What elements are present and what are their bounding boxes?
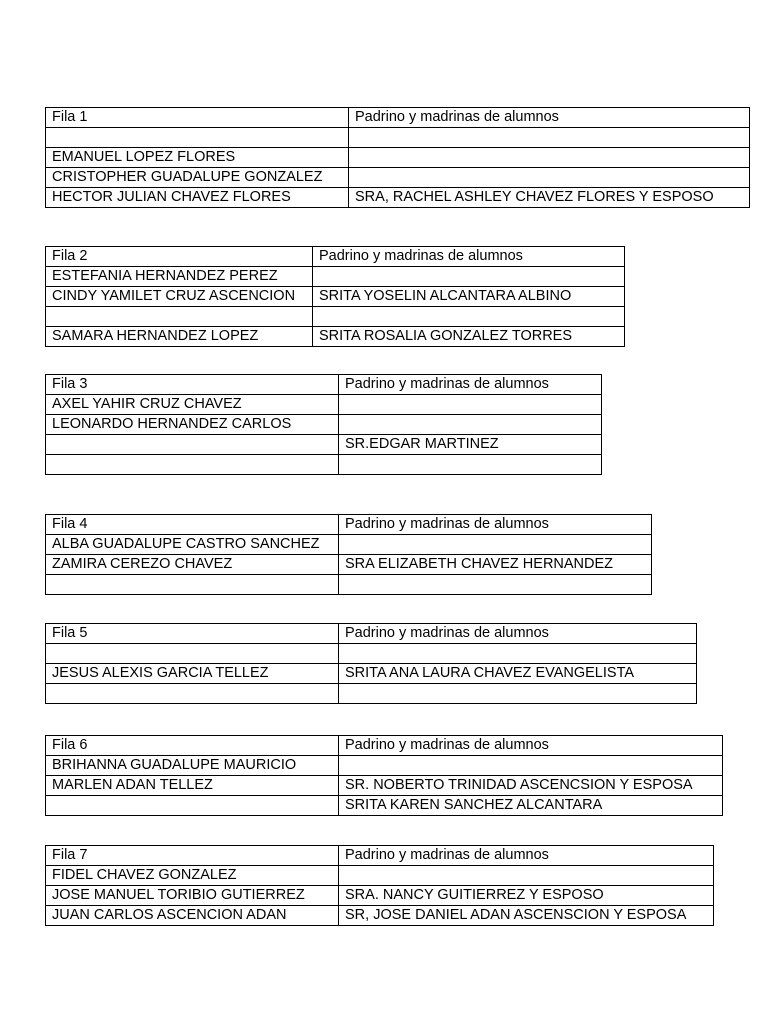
student-name [46,455,339,475]
godparent-name [349,168,750,188]
table-header-padrinos: Padrino y madrinas de alumnos [339,375,602,395]
table-row [46,776,723,796]
godparent-name [349,148,750,168]
student-name: LEONARDO HERNANDEZ CARLOS [46,415,339,435]
godparent-name [339,756,723,776]
godparent-name [349,128,750,148]
godparent-name: SR, JOSE DANIEL ADAN ASCENSCION Y ESPOSA [339,906,714,926]
godparent-name [339,395,602,415]
student-name [46,307,313,327]
table-header-padrinos: Padrino y madrinas de alumnos [339,846,714,866]
godparent-name: SR. NOBERTO TRINIDAD ASCENCSION Y ESPOSA [339,776,723,796]
godparent-name: SRA. NANCY GUITIERREZ Y ESPOSO [339,886,714,906]
table-title: Fila 6 [46,736,339,756]
godparent-name [339,684,697,704]
fila-2-table [45,246,625,347]
fila-1-table [45,107,750,208]
table-header-padrinos: Padrino y madrinas de alumnos [339,736,723,756]
table-row [46,575,652,595]
student-name [46,684,339,704]
table-header-row [46,736,723,756]
student-name [46,644,339,664]
student-name: ESTEFANIA HERNANDEZ PEREZ [46,267,313,287]
table-row [46,435,602,455]
table-header-padrinos: Padrino y madrinas de alumnos [339,624,697,644]
table-row [46,267,625,287]
student-name: SAMARA HERNANDEZ LOPEZ [46,327,313,347]
godparent-name [339,415,602,435]
student-name: JUAN CARLOS ASCENCION ADAN [46,906,339,926]
student-name: JESUS ALEXIS GARCIA TELLEZ [46,664,339,684]
student-name: MARLEN ADAN TELLEZ [46,776,339,796]
table-row [46,555,652,575]
table-row [46,644,697,664]
student-name: FIDEL CHAVEZ GONZALEZ [46,866,339,886]
godparent-name: SRITA ANA LAURA CHAVEZ EVANGELISTA [339,664,697,684]
table-title: Fila 2 [46,247,313,267]
fila-6-table [45,735,723,816]
table-header-row [46,624,697,644]
fila-5-table [45,623,697,704]
student-name: EMANUEL LOPEZ FLORES [46,148,349,168]
table-header-row [46,247,625,267]
student-name: BRIHANNA GUADALUPE MAURICIO [46,756,339,776]
table-row [46,796,723,816]
table-row [46,148,750,168]
table-row [46,327,625,347]
table-title: Fila 3 [46,375,339,395]
table-row [46,664,697,684]
table-title: Fila 4 [46,515,339,535]
table-header-row [46,108,750,128]
table-row [46,866,714,886]
godparent-name: SRA ELIZABETH CHAVEZ HERNANDEZ [339,555,652,575]
table-row [46,455,602,475]
table-row [46,168,750,188]
table-header-padrinos: Padrino y madrinas de alumnos [313,247,625,267]
student-name: HECTOR JULIAN CHAVEZ FLORES [46,188,349,208]
student-name: JOSE MANUEL TORIBIO GUTIERREZ [46,886,339,906]
table-row [46,886,714,906]
student-name: CINDY YAMILET CRUZ ASCENCION [46,287,313,307]
table-header-padrinos: Padrino y madrinas de alumnos [339,515,652,535]
fila-3-table [45,374,602,475]
godparent-name: SRA, RACHEL ASHLEY CHAVEZ FLORES Y ESPOSO [349,188,750,208]
godparent-name: SRITA ROSALIA GONZALEZ TORRES [313,327,625,347]
table-header-row [46,375,602,395]
table-row [46,395,602,415]
godparent-name [339,575,652,595]
table-row [46,188,750,208]
table-title: Fila 7 [46,846,339,866]
table-row [46,415,602,435]
table-header-row [46,846,714,866]
table-title: Fila 5 [46,624,339,644]
table-row [46,535,652,555]
fila-4-table [45,514,652,595]
table-header-padrinos: Padrino y madrinas de alumnos [349,108,750,128]
godparent-name [313,307,625,327]
table-title: Fila 1 [46,108,349,128]
table-row [46,128,750,148]
table-row [46,307,625,327]
godparent-name: SR.EDGAR MARTINEZ [339,435,602,455]
student-name [46,575,339,595]
student-name [46,435,339,455]
fila-7-table [45,845,714,926]
student-name: AXEL YAHIR CRUZ CHAVEZ [46,395,339,415]
godparent-name [339,455,602,475]
godparent-name [339,644,697,664]
table-row [46,906,714,926]
godparent-name [339,535,652,555]
godparent-name: SRITA KAREN SANCHEZ ALCANTARA [339,796,723,816]
table-row [46,756,723,776]
student-name: CRISTOPHER GUADALUPE GONZALEZ [46,168,349,188]
table-row [46,684,697,704]
godparent-name [313,267,625,287]
student-name [46,796,339,816]
godparent-name: SRITA YOSELIN ALCANTARA ALBINO [313,287,625,307]
student-name: ZAMIRA CEREZO CHAVEZ [46,555,339,575]
student-name [46,128,349,148]
table-header-row [46,515,652,535]
student-name: ALBA GUADALUPE CASTRO SANCHEZ [46,535,339,555]
godparent-name [339,866,714,886]
table-row [46,287,625,307]
